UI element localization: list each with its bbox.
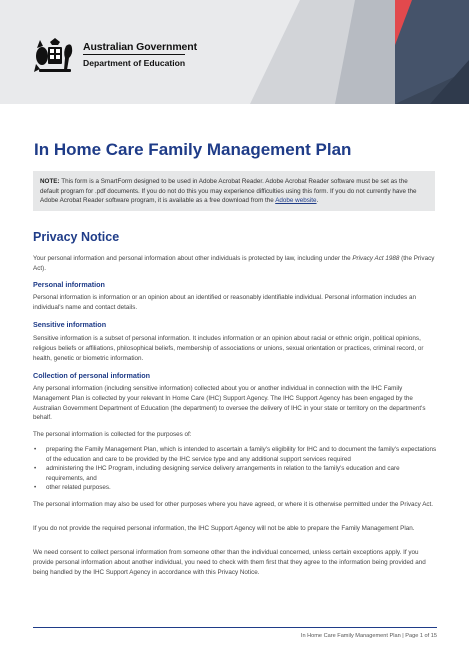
personal-information-text: Personal information is information or an opinion about an identified or reasonably identifiable individual. Personal information includes an individual's name and contact details.: [33, 294, 416, 311]
note-box: [33, 171, 435, 211]
adobe-website-link[interactable]: Adobe website: [275, 197, 317, 204]
not-provided-text: If you do not provide the required personal information, the IHC Support Agency will not be able to prepare the Family Management Plan.: [33, 525, 415, 532]
privacy-intro-end: (the Privacy Act).: [33, 255, 435, 272]
consent-text: We need consent to collect personal information from someone other than the individual concerned, unless certain exceptions apply. If you provide personal information about another individual, you need to check with them first that they agree to the information being provided and being handled by the IHC Support Agency in accordance with this Privacy Notice.: [33, 549, 426, 576]
sensitive-information-text: Sensitive information is a subset of personal information. It includes information or an opinion about racial or ethnic origin, political opinions, religious beliefs or affiliations, philosophical beliefs, membership of associations or unions, sexual orientation or practices, criminal record, or health, genetic or biometric information.: [33, 335, 424, 362]
note-text: This form is a SmartForm designed to be used in Adobe Acrobat Reader. Adobe Acrobat Reader software must be set as the default program for .pdf documents. If you do not do this you may experience difficulties using this form. If you do not currently have the Adobe Acrobat Reader software program, it is available as a free download from the: [40, 178, 417, 204]
note-end: .: [316, 197, 319, 204]
privacy-intro: [33, 254, 437, 274]
personal-information-heading: Personal information: [33, 280, 105, 289]
privacy-intro-start: Your personal information and personal information about other individuals is protected by law, including under the: [33, 255, 353, 262]
list-item: • other related purposes.: [33, 483, 437, 493]
government-logo: [31, 36, 198, 76]
list-item: • preparing the Family Management Plan, which is intended to ascertain a family's eligibility for IHC and to document the family's expectations of the education and care to be provided by the IHC service type and any additional support services required: [33, 445, 437, 464]
department-name: Department of Education: [83, 58, 186, 68]
privacy-notice-heading: Privacy Notice: [33, 230, 120, 244]
footer-divider: [33, 627, 437, 628]
sensitive-information-heading: Sensitive information: [33, 320, 107, 329]
page-title: In Home Care Family Management Plan: [34, 140, 352, 159]
purposes-intro: The personal information is collected for the purposes of:: [33, 431, 192, 438]
note-label: NOTE:: [40, 178, 60, 185]
collection-heading: Collection of personal information: [33, 371, 151, 380]
collection-text: Any personal information (including sensitive information) collected about you or another individual in connection with the IHC Family Management Plan is collected by your relevant In Home Care (IHC) Support Agency. The IHC Support Agency has been engaged by the Australian Government Department of Education (the department) to oversee the delivery of IHC in your state or territory on the department's behalf.: [33, 385, 426, 422]
government-name: Australian Government: [83, 41, 198, 53]
page-footer: In Home Care Family Management Plan | Page 1 of 15: [300, 633, 437, 639]
list-item: • administering the IHC Program, including designing service delivery arrangements in relation to the family's education and care requirements, and: [33, 464, 437, 483]
logo-divider: [83, 54, 185, 55]
purposes-list: [33, 445, 437, 493]
coat-of-arms-icon: [31, 36, 77, 74]
other-purposes-text: The personal information may also be used for other purposes where you have agreed, or where it is otherwise permitted under the Privacy Act.: [33, 501, 434, 508]
privacy-act-name: Privacy Act 1988: [352, 255, 400, 262]
page-header: [0, 0, 469, 104]
